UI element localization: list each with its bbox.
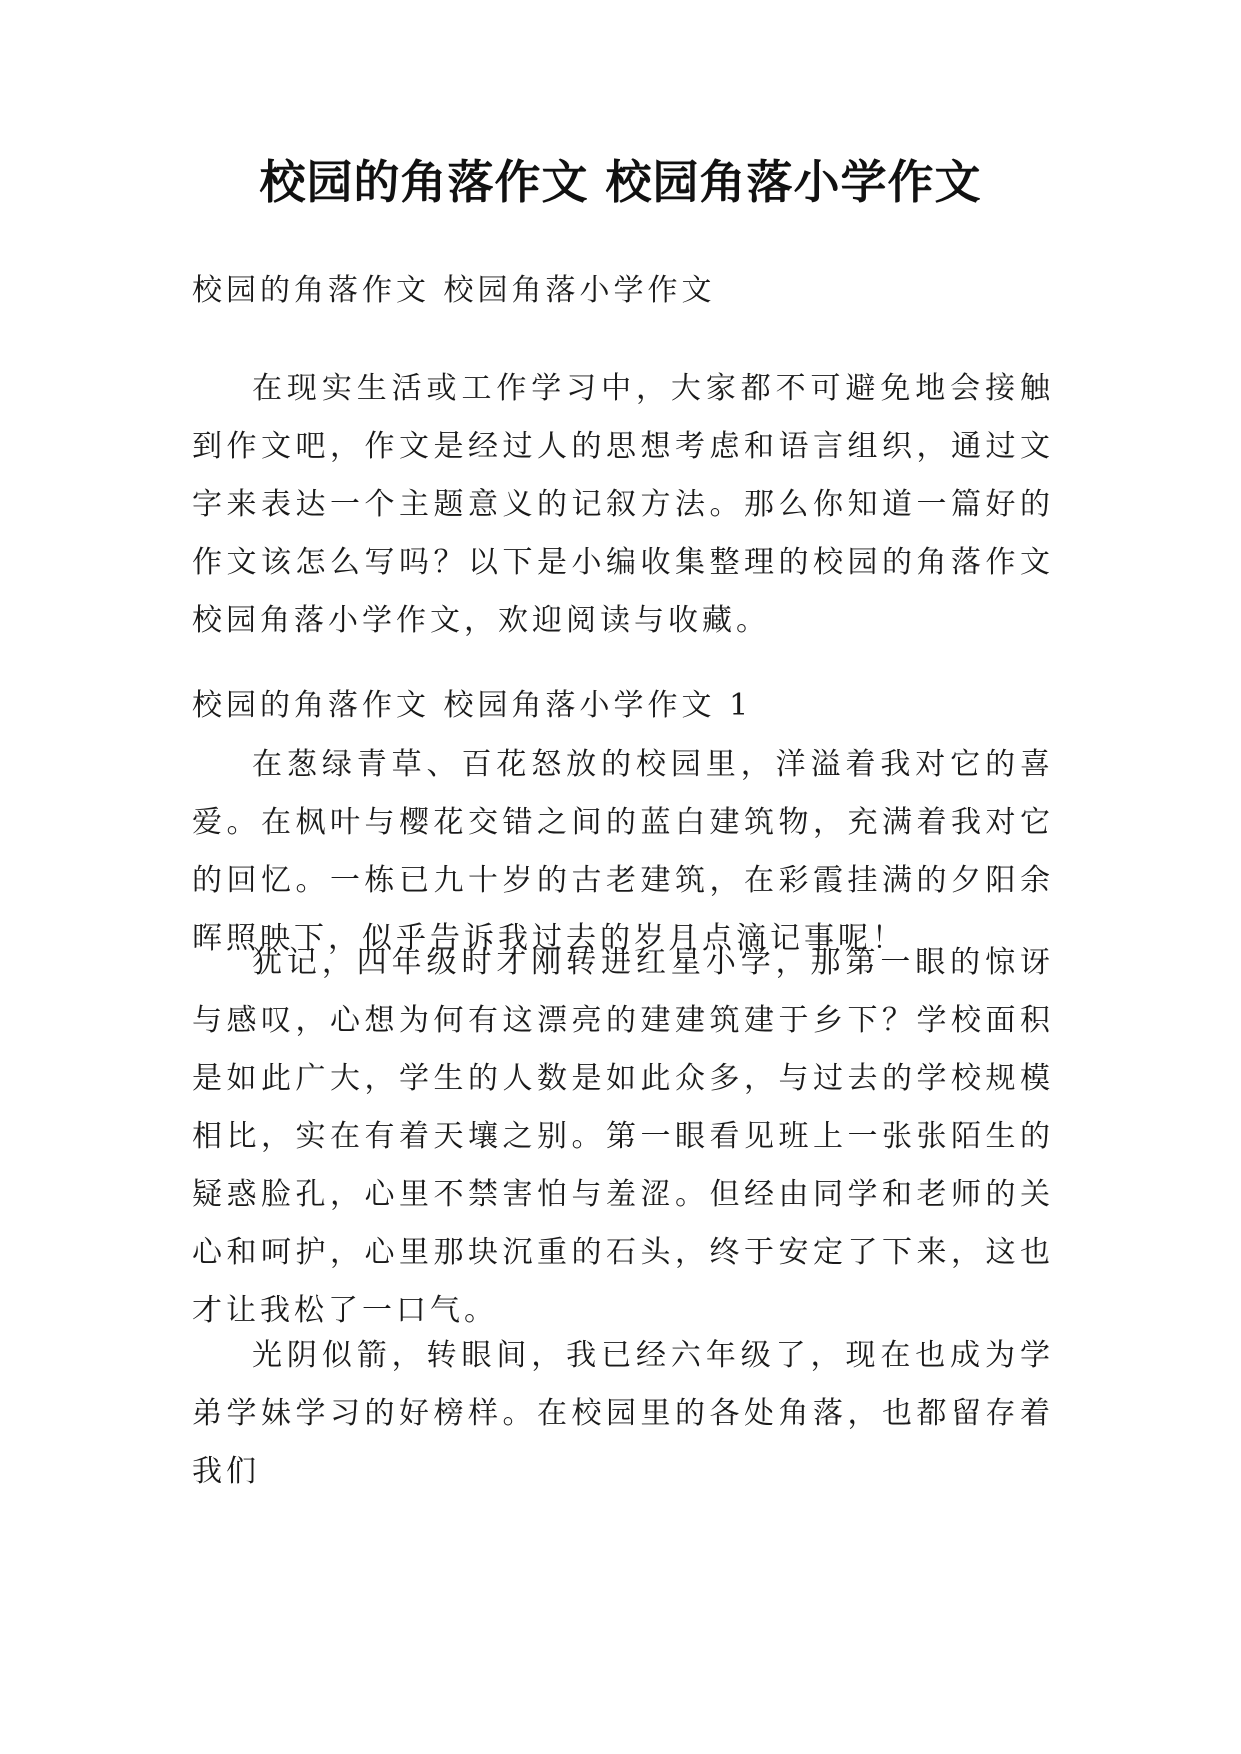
body-paragraph-2: 犹记，四年级时才刚转进红星小学，那第一眼的惊讶与感叹，心想为何有这漂亮的建建筑建于乡下？学校面积是如此广大，学生的人数是如此众多，与过去的学校规模相比，实在有着天壤之别。第一眼看见班上一张张陌生的疑惑脸孔，心里不禁害怕与羞涩。但经由同学和老师的关心和呵护，心里那块沉重的石头，终于安定了下来，这也才让我松了一口气。 (192, 945, 1054, 1328)
intro-paragraph: 在现实生活或工作学习中，大家都不可避免地会接触到作文吧，作文是经过人的思想考虑和语言组织，通过文字来表达一个主题意义的记叙方法。那么你知道一篇好的作文该怎么写吗？以下是小编收集整理的校园的角落作文 校园角落小学作文，欢迎阅读与收藏。 (192, 371, 1054, 638)
document-subtitle: 校园的角落作文 校园角落小学作文 (192, 273, 716, 308)
section-heading: 校园的角落作文 校园角落小学作文 1 (192, 688, 753, 723)
document-title: 校园的角落作文 校园角落小学作文 (259, 155, 982, 209)
body-paragraph-1: 在葱绿青草、百花怒放的校园里，洋溢着我对它的喜爱。在枫叶与樱花交错之间的蓝白建筑物，充满着我对它的回忆。一栋已九十岁的古老建筑，在彩霞挂满的夕阳余晖照映下，似乎告诉我过去的岁月点滴记事呢！ (192, 747, 1054, 956)
body-paragraph-3: 光阴似箭，转眼间，我已经六年级了，现在也成为学弟学妹学习的好榜样。在校园里的各处角落，也都留存着我们 (192, 1338, 1054, 1489)
